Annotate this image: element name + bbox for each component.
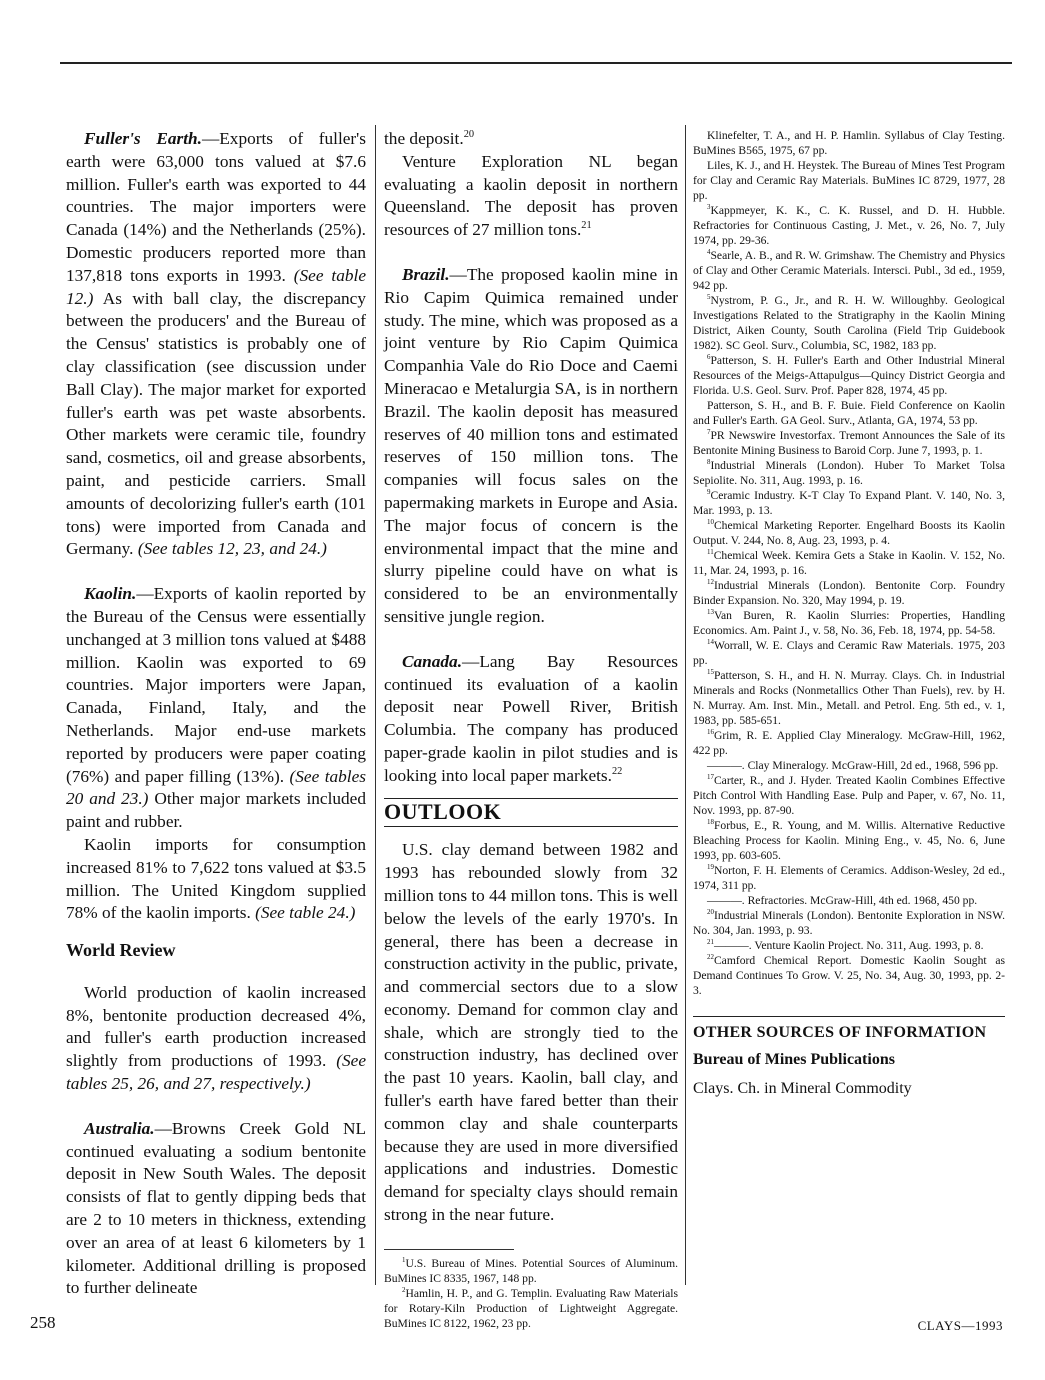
footnote-marker: 21 [581,220,592,232]
reference-text: Van Buren, R. Kaolin Slurries: Properties, Handling Economics. Am. Paint J., v. 58, No. 36, Feb. 18, 1974, pp. 54-58. [693,609,1005,637]
world-production-paragraph [66,982,366,1096]
fullers-earth-paragraph [66,128,366,561]
footnote-text: Hamlin, H. P., and G. Templin. Evaluating Raw Materials for Rotary-Kiln Production of Lightweight Aggregate. BuMines IC 8122, 1962, 23 pp. [384,1286,678,1330]
reference-text: Grim, R. E. Applied Clay Mineralogy. McGraw-Hill, 1962, 422 pp. [693,729,1005,757]
fullers-earth-heading: Fuller's Earth. [84,129,202,148]
reference-item [693,248,1005,293]
footnote [384,1256,678,1286]
reference-item [693,758,1005,773]
reference-number: 11 [707,548,714,557]
reference-text: Klinefelter, T. A., and H. P. Hamlin. Syllabus of Clay Testing. BuMines B565, 1975, 67 pp. [693,129,1005,157]
footnote [384,1286,678,1331]
reference-number: 15 [707,668,714,677]
reference-item [693,668,1005,728]
reference-item [693,548,1005,578]
reference-number: 22 [707,953,714,962]
reference-item [693,158,1005,203]
column-2 [384,128,678,1331]
brazil-paragraph [384,264,678,629]
other-sources-heading: OTHER SOURCES OF INFORMATION [693,1016,1005,1040]
reference-item [693,578,1005,608]
table-reference: (See tables 12, 23, and 24.) [137,539,327,559]
reference-text: Industrial Minerals (London). Bentonite Corp. Foundry Binder Expansion. No. 320, May 1994, p. 19. [693,579,1005,607]
reference-item [693,458,1005,488]
canada-heading: Canada. [402,651,463,671]
reference-text: Chemical Marketing Reporter. Engelhard Boosts its Kaolin Output. V. 244, No. 8, Aug. 23, 1993, p. 4. [693,519,1005,547]
paragraph-text: the deposit. [384,129,464,148]
reference-item [693,518,1005,548]
reference-text: Norton, F. H. Elements of Ceramics. Addison-Wesley, 2d ed., 1974, 311 pp. [693,864,1005,892]
reference-number: 18 [707,818,714,827]
footnote-marker: 20 [463,129,475,141]
footnote-text: U.S. Bureau of Mines. Potential Sources of Aluminum. BuMines IC 8335, 1967, 148 pp. [384,1256,678,1285]
reference-item [693,818,1005,863]
reference-text: Forbus, E., R. Young, and M. Willis. Alternative Reductive Bleaching Process for Kaolin. Mining Eng., v. 45, No. 6, June 1993, pp. 603-605. [693,819,1005,862]
reference-item [693,488,1005,518]
reference-text: Nystrom, P. G., Jr., and R. H. W. Willoughby. Geological Investigations Related to the Stratigraphy in the Kaolin Mining District, Aiken County, South Carolina (Field Trip Guidebook 1982). SC Geol. Surv., Columbia, SC, 1982, 183 pp. [693,294,1005,352]
paragraph-text: World production of kaolin increased 8%, bentonite production decreased 4%, and fuller's earth production increased slightly from productions of 1993. [66,982,366,1071]
reference-item [693,203,1005,248]
reference-item [693,398,1005,428]
reference-item [693,428,1005,458]
kaolin-paragraph [66,583,366,834]
reference-item [693,293,1005,353]
top-rule [60,62,1012,64]
australia-paragraph [66,1118,366,1300]
reference-number: 10 [707,518,714,527]
kaolin-heading: Kaolin. [84,584,137,604]
reference-text: Searle, A. B., and R. W. Grimshaw. The Chemistry and Physics of Clay and Other Ceramic Materials. Intersci. Publ., 3d ed., 1959, 942 pp. [693,249,1005,292]
brazil-heading: Brazil. [402,264,450,284]
outlook-heading: OUTLOOK [384,798,678,828]
column-3-references [693,128,1005,1096]
reference-number: 7 [707,428,711,437]
reference-item [693,953,1005,998]
footnote-number: 2 [402,1286,406,1294]
clays-publication-line: Clays. Ch. in Mineral Commodity [693,1080,912,1097]
reference-text: Camford Chemical Report. Domestic Kaolin Sought as Demand Continues To Grow. V. 25, No. 34, Aug. 30, 1993, pp. 2-3. [693,954,1005,997]
reference-text: ———. Clay Mineralogy. McGraw-Hill, 2d ed., 1968, 596 pp. [707,759,999,772]
reference-text: Liles, K. J., and H. Heystek. The Bureau of Mines Test Program for Clay and Ceramic Ray Materials. BuMines IC 8729, 1977, 28 pp. [693,159,1005,202]
reference-text: Ceramic Industry. K-T Clay To Expand Plant. V. 140, No. 3, Mar. 1993, p. 13. [693,489,1005,517]
reference-number: 16 [707,728,714,737]
reference-text: Patterson, S. H. Fuller's Earth and Other Industrial Mineral Resources of the Meigs-Attapulgus—Quincy District Georgia and Florida. U.S. Geol. Surv. Prof. Paper 828, 1974, 45 pp. [693,354,1005,397]
reference-number: 17 [707,773,714,782]
reference-number: 13 [707,608,714,617]
reference-list [693,128,1005,998]
reference-text: Patterson, S. H., and B. F. Buie. Field Conference on Kaolin and Fuller's Earth. GA Geol. Surv., Atlanta, GA, 1974, 53 pp. [693,399,1005,427]
reference-number: 14 [707,638,714,647]
table-reference: (See tables 25, 26, and 27, respectively.) [66,1051,366,1094]
paragraph-text: Kaolin imports for consumption increased 81% to 7,622 tons valued at $3.5 million. The United Kingdom supplied 78% of the kaolin imports. [66,834,366,923]
reference-text: Industrial Minerals (London). Bentonite Exploration in NSW. No. 304, Jan. 1993, p. 93. [693,909,1005,937]
australia-heading: Australia. [84,1118,155,1138]
paragraph-text: —Exports of kaolin reported by the Bureau of the Census were essentially unchanged at 3 million tons valued at $488 million. Kaolin was exported to 69 countries. Major importers were Japan, Canada, Finland, Italy, and the Netherlands. Major end-use markets reported by producers were paper coating (76%) and paper filling (13%). [66,584,366,786]
reference-text: Kappmeyer, K. K., C. K. Russel, and D. H. Hubble. Refractories for Continuous Casting, J. Met., v. 26, No. 7, July 1974, pp. 29-36. [693,204,1005,247]
reference-number: 21 [707,938,714,947]
reference-item [693,608,1005,638]
paragraph-text: As with ball clay, the discrepancy between the producers' and the Bureau of the Census' statistics is probably one of clay classification (see discussion under Ball Clay). The major market for exported fuller's earth was pet waste absorbents. Other markets were ceramic tile, foundry sand, cosmetics, oil and grease absorbents, paint, and pesticide carriers. Small amounts of decolorizing fuller's earth (101 tons) were imported from Canada and Germany. [66,288,366,559]
reference-number: 8 [707,458,711,467]
reference-number: 12 [707,578,714,587]
reference-text: Industrial Minerals (London). Huber To Market Tolsa Sepiolite. No. 311, Aug. 1993, p. 16. [693,459,1005,487]
footnote-number: 1 [402,1256,406,1264]
paragraph-text: —Exports of fuller's earth were 63,000 tons valued at $7.6 million. Fuller's earth was exported to 44 countries. The major importers were Canada (14%) and the Netherlands (25%). Domestic producers reported more than 137,818 tons exports in 1993. [66,129,367,285]
page-number: 258 [30,1313,56,1332]
paragraph-text: Other major markets included paint and rubber. [66,789,366,832]
reference-text: ———. Refractories. McGraw-Hill, 4th ed. 1968, 450 pp. [707,894,978,907]
column-divider-right [685,125,686,1285]
deposit-continuation [384,128,678,151]
reference-number: 5 [707,293,711,302]
table-reference: (See tables 20 and 23.) [66,766,366,809]
reference-number: 4 [707,248,711,257]
reference-item [693,773,1005,818]
reference-number: 20 [707,908,714,917]
reference-item [693,128,1005,158]
reference-text: ———. Venture Kaolin Project. No. 311, Aug. 1993, p. 8. [713,939,984,952]
reference-text: PR Newswire Investorfax. Tremont Announces the Sale of its Bentonite Mining Business to Baroid Corp. June 7, 1993, p. 1. [693,429,1005,457]
reference-item [693,863,1005,893]
paragraph-text: —The proposed kaolin mine in Rio Capim Quimica remained under study. The mine, which was proposed as a joint venture by Rio Capim Quimica Companhia Vale do Rio Doce and Caemi Mineracao e Metalurgia SA, is in northern Brazil. The kaolin deposit has measured reserves of 40 million tons and estimated reserves of 150 million tons. The companies will focus sales on the papermaking markets in Europe and Asia. The major focus of concern is the environmental impact that the mine and slurry pipeline could have on what is considered to be an environmentally sensitive jungle region. [384,264,678,626]
table-reference: (See table 24.) [255,903,356,923]
running-head: CLAYS—1993 [917,1318,1003,1333]
canada-paragraph [384,651,678,788]
table-reference: (See table 12.) [66,265,366,308]
reference-text: Patterson, S. H., and H. N. Murray. Clays. Ch. in Industrial Minerals and Rocks (Nonmetallics Other Than Fuels), rev. by H. N. Murray. Am. Inst. Min., Metall. and Petrol. Eng. 5th ed., v. 1, 1983, pp. 585-651. [693,669,1005,727]
reference-item [693,353,1005,398]
column-divider-left [375,125,376,1285]
reference-text: Chemical Week. Kemira Gets a Stake in Kaolin. V. 152, No. 11, Mar. 24, 1993, p. 16. [693,549,1005,577]
reference-item [693,638,1005,668]
reference-item [693,893,1005,908]
world-review-heading: World Review [66,940,176,961]
reference-item [693,908,1005,938]
venture-exploration-paragraph [384,151,678,242]
footnote-rule [384,1249,514,1250]
paragraph-text: U.S. clay demand between 1982 and 1993 has rebounded slowly from 32 million tons to 44 millon tons. This is well below the levels of the early 1970's. In general, there has been a decrease in construction activity in the public, private, and commercial sectors due to a slow economy. Demand for common clay and shale, which are strongly tied to the construction industry, has declined over the past 10 years. Kaolin, ball clay, and fuller's earth have fared better than their common clay and shale counterparts because they are used in more diversified applications and industries. Domestic demand for specialty clays should remain strong in the near future. [384,840,678,1225]
paragraph-text: Venture Exploration NL began evaluating a kaolin deposit in northern Queensland. The deposit has proven resources of 27 million tons. [384,151,678,240]
footnote-marker: 22 [611,765,623,777]
reference-number: 19 [707,863,714,872]
paragraph-text: —Browns Creek Gold NL continued evaluating a sodium bentonite deposit in New South Wales. The deposit consists of flat to gently dipping beds that are 2 to 10 meters in thickness, extending over an area of at least 6 kilometers by 1 kilometer. Additional drilling is proposed to further delineate [66,1118,366,1298]
kaolin-imports-paragraph [66,834,366,925]
reference-item [693,728,1005,758]
reference-number: 3 [707,203,711,212]
reference-text: Worrall, W. E. Clays and Ceramic Raw Materials. 1975, 203 pp. [693,639,1005,667]
paragraph-text: —Lang Bay Resources continued its evaluation of a kaolin deposit near Powell River, British Columbia. The company has produced paper-grade kaolin in pilot studies and is looking into local paper markets. [384,651,678,785]
outlook-paragraph [384,839,678,1227]
reference-text: Carter, R., and J. Hyder. Treated Kaolin Combines Effective Pitch Control With Handling Ease. Pulp and Paper, v. 67, No. 11, Nov. 1993, pp. 87-90. [693,774,1005,817]
bureau-of-mines-publications-heading: Bureau of Mines Publications [693,1051,895,1068]
column-1 [66,128,366,1300]
reference-number: 6 [707,353,711,362]
reference-number: 9 [707,488,711,497]
reference-item [693,938,1005,953]
